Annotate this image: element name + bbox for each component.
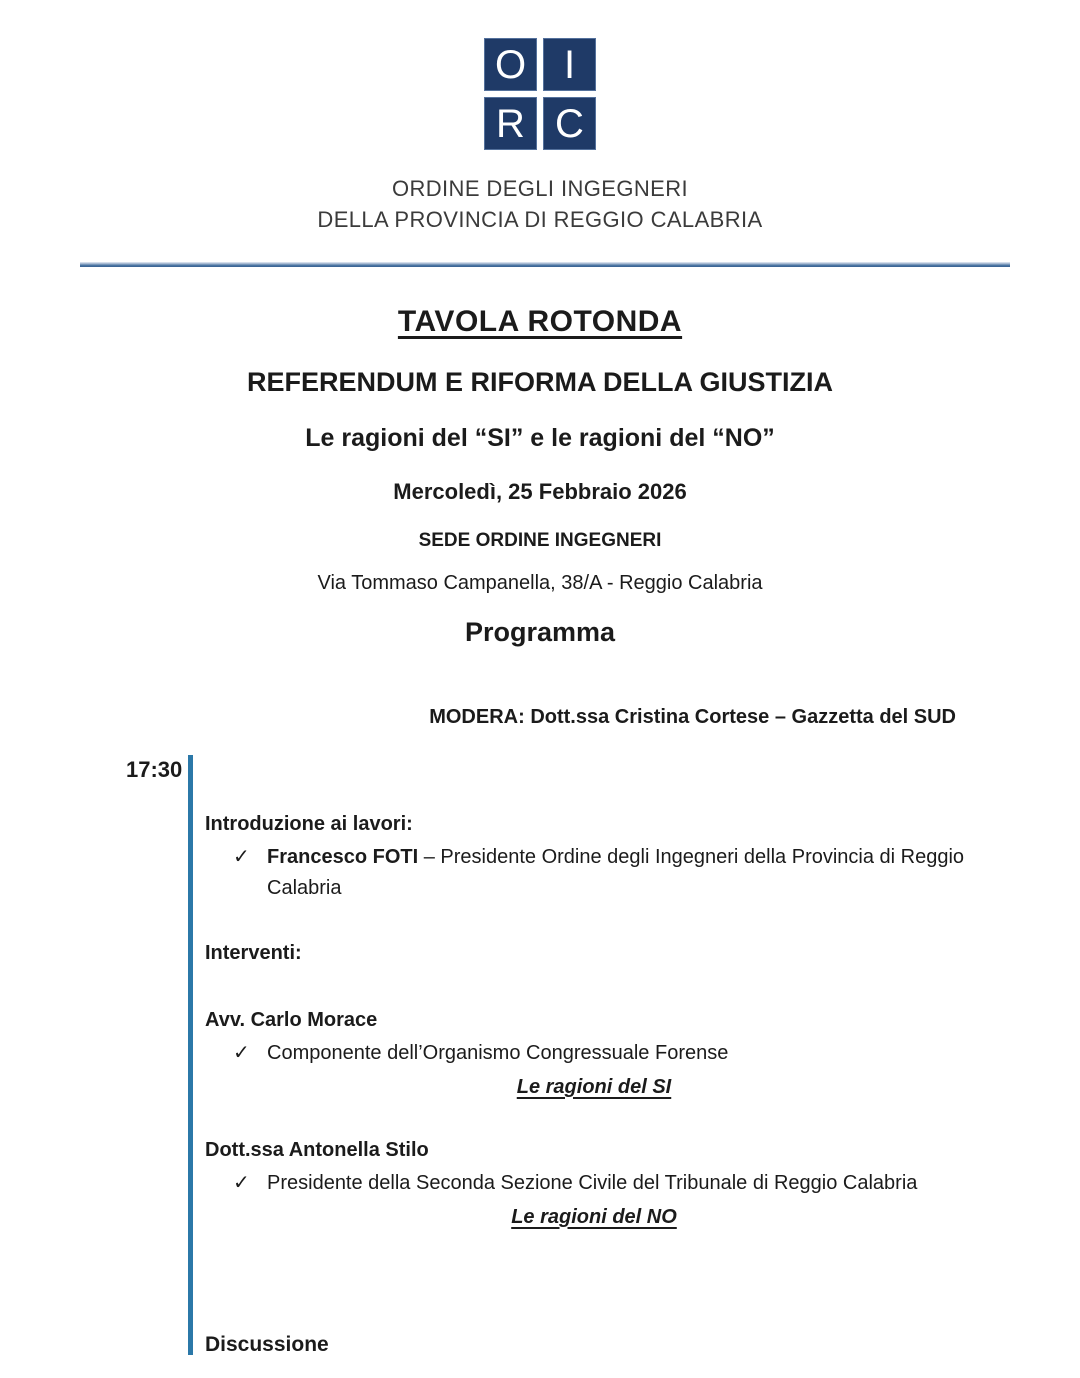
header-divider-rule <box>80 262 1010 267</box>
speaker-role: Presidente della Seconda Sezione Civile del Tribunale di Reggio Calabria <box>267 1171 918 1194</box>
interventi-heading: Interventi: <box>205 941 302 964</box>
program-timeline <box>126 755 1080 1362</box>
intro-speaker-text <box>267 842 983 904</box>
speaker-role-item <box>205 1168 983 1199</box>
speaker-topic: Le ragioni del NO <box>511 1205 677 1228</box>
check-icon: ✓ <box>233 845 250 868</box>
program-content <box>193 755 983 1362</box>
intro-speaker-role: – Presidente Ordine degli Ingegneri della Provincia di Reggio Calabria <box>267 845 965 899</box>
event-subtitle: REFERENDUM E RIFORMA DELLA GIUSTIZIA <box>247 366 833 397</box>
event-address: Via Tommaso Campanella, 38/A - Reggio Calabria <box>317 571 763 594</box>
logo-letter-o: O <box>484 38 537 91</box>
speaker-role: Componente dell’Organismo Congressuale Forense <box>267 1041 729 1064</box>
intro-heading: Introduzione ai lavori: <box>205 812 413 835</box>
intro-speaker-name: Francesco FOTI <box>267 845 419 868</box>
logo-letter-i: I <box>543 38 596 91</box>
logo-letter-r: R <box>484 97 537 150</box>
organization-name <box>0 174 1080 236</box>
check-icon: ✓ <box>233 1171 250 1194</box>
closing-item: Discussione <box>205 1332 329 1356</box>
speaker-name: Dott.ssa Antonella Stilo <box>205 1138 429 1161</box>
moderator-line: MODERA: Dott.ssa Cristina Cortese – Gazzetta del SUD <box>429 705 956 728</box>
event-venue: SEDE ORDINE INGEGNERI <box>418 529 662 551</box>
program-heading: Programma <box>464 616 616 647</box>
oirc-logo <box>484 38 596 150</box>
start-time: 17:30 <box>126 756 183 782</box>
speaker-topic: Le ragioni del SI <box>516 1075 672 1098</box>
speaker-role-item <box>205 1038 983 1069</box>
title-block <box>0 305 1080 648</box>
event-date: Mercoledì, 25 Febbraio 2026 <box>393 478 687 504</box>
check-icon: ✓ <box>233 1041 250 1064</box>
logo-letter-c: C <box>543 97 596 150</box>
speaker-name: Avv. Carlo Morace <box>205 1008 378 1031</box>
organization-name-line2: DELLA PROVINCIA DI REGGIO CALABRIA <box>317 206 763 232</box>
intro-speaker-item <box>205 842 983 904</box>
event-tagline: Le ragioni del “SI” e le ragioni del “NO” <box>305 423 775 452</box>
event-title: TAVOLA ROTONDA <box>397 304 683 338</box>
organization-name-line1: ORDINE DEGLI INGEGNERI <box>391 176 689 201</box>
